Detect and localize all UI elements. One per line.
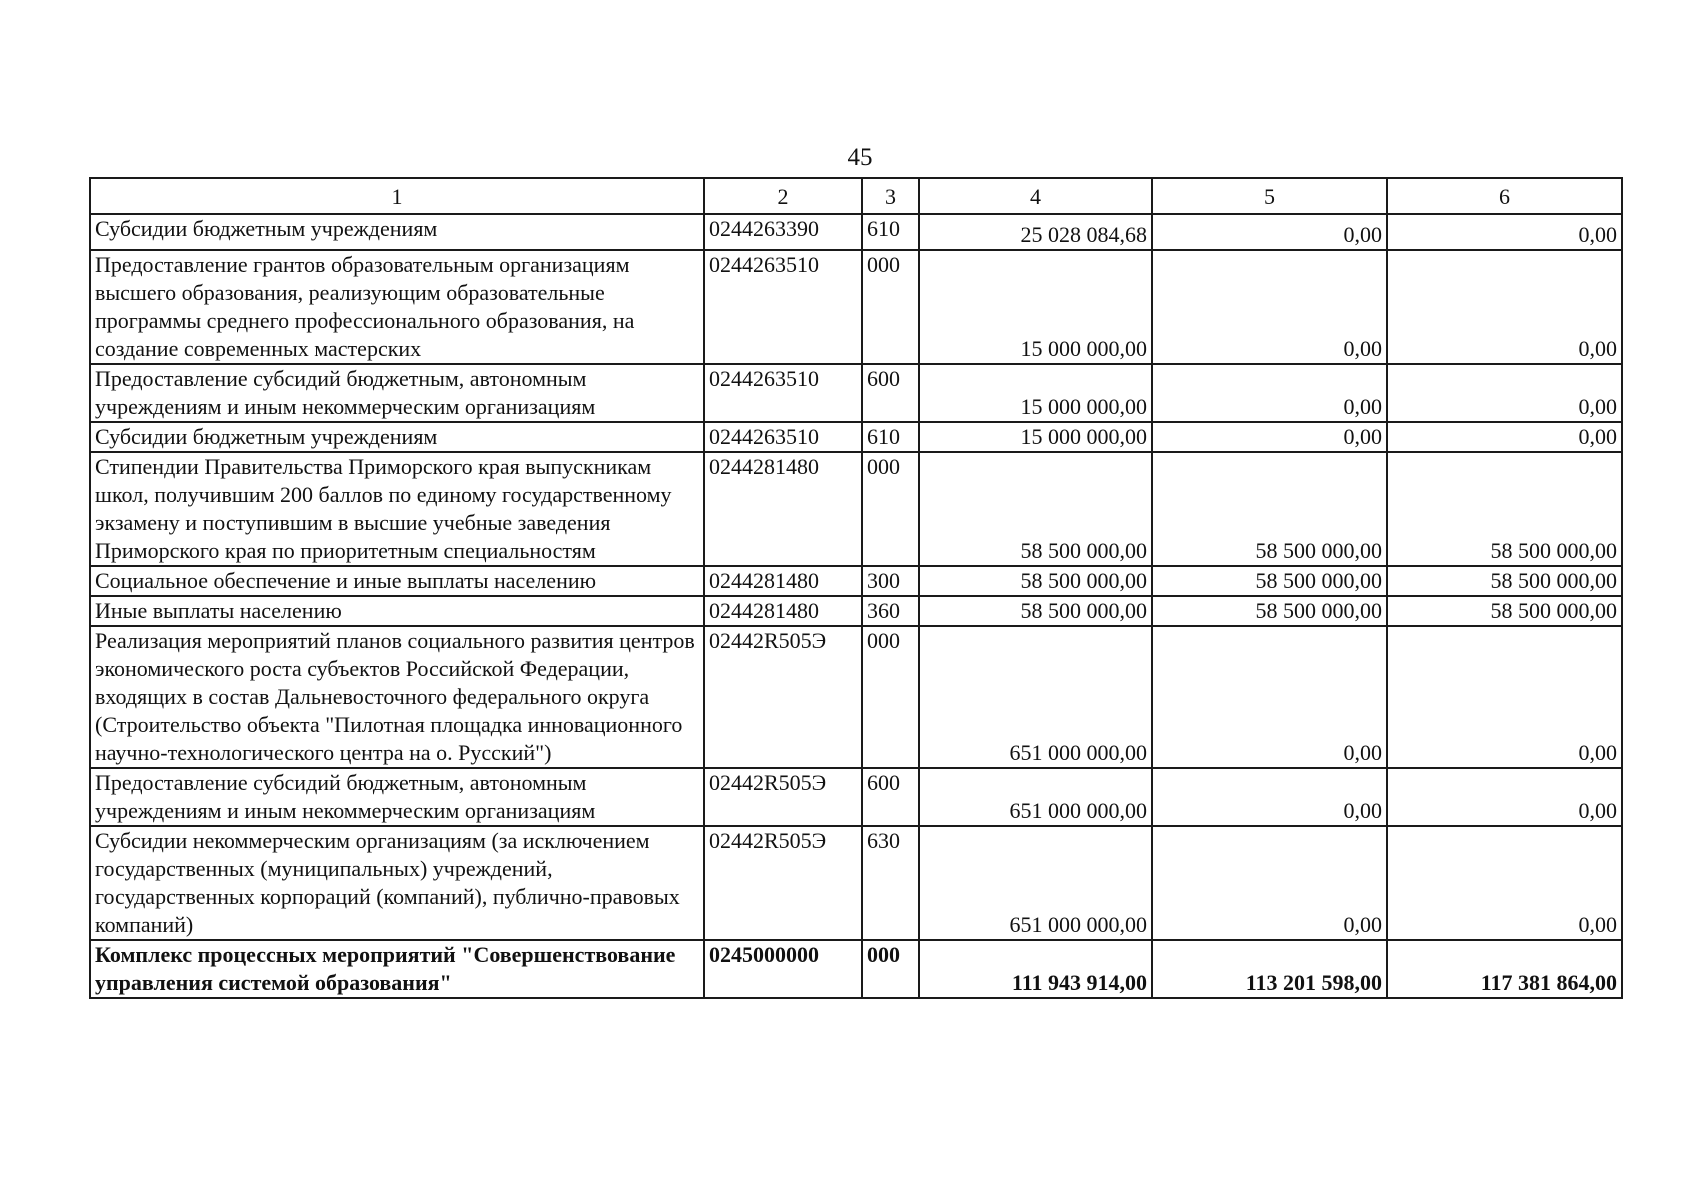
- row-amount-col5: 0,00: [1152, 626, 1387, 768]
- row-name: Реализация мероприятий планов социального развития центров экономического роста субъектов Российской Федерации, входящих в состав Дальневосточного федерального округа (Строительство объекта "Пилотная площадка инновационного научно-технологического центра на о. Русский"): [90, 626, 704, 768]
- row-amount-col6: 58 500 000,00: [1387, 452, 1622, 566]
- row-expense-type: 000: [862, 250, 919, 364]
- row-amount-col4: 651 000 000,00: [919, 768, 1152, 826]
- row-code: 0244281480: [704, 596, 862, 626]
- row-code: 02442R505Э: [704, 826, 862, 940]
- table-row: [90, 422, 1622, 452]
- row-amount-col6: 0,00: [1387, 422, 1622, 452]
- row-code: 0244263390: [704, 214, 862, 250]
- header-col-1: 1: [90, 178, 704, 214]
- row-amount-col5: 58 500 000,00: [1152, 596, 1387, 626]
- table-row: [90, 566, 1622, 596]
- table-row: [90, 626, 1622, 768]
- row-name: Иные выплаты населению: [90, 596, 704, 626]
- row-expense-type: 630: [862, 826, 919, 940]
- row-amount-col6: 58 500 000,00: [1387, 566, 1622, 596]
- row-code: 0244263510: [704, 250, 862, 364]
- row-name: Субсидии некоммерческим организациям (за исключением государственных (муниципальных) учреждений, государственных корпораций (компаний), публично-правовых компаний): [90, 826, 704, 940]
- row-name: Предоставление субсидий бюджетным, автономным учреждениям и иным некоммерческим организациям: [90, 364, 704, 422]
- row-expense-type: 000: [862, 626, 919, 768]
- row-amount-col4: 25 028 084,68: [919, 214, 1152, 250]
- row-code: 0244263510: [704, 364, 862, 422]
- row-amount-col5: 0,00: [1152, 422, 1387, 452]
- row-amount-col5: 58 500 000,00: [1152, 452, 1387, 566]
- row-amount-col4: 58 500 000,00: [919, 452, 1152, 566]
- row-amount-col5: 0,00: [1152, 768, 1387, 826]
- row-code: 0245000000: [704, 940, 862, 998]
- row-expense-type: 360: [862, 596, 919, 626]
- row-amount-col4: 15 000 000,00: [919, 250, 1152, 364]
- row-name: Социальное обеспечение и иные выплаты населению: [90, 566, 704, 596]
- row-code: 02442R505Э: [704, 768, 862, 826]
- row-expense-type: 000: [862, 940, 919, 998]
- row-amount-col5: 0,00: [1152, 826, 1387, 940]
- row-amount-col4: 651 000 000,00: [919, 626, 1152, 768]
- row-amount-col5: 0,00: [1152, 214, 1387, 250]
- row-amount-col4: 58 500 000,00: [919, 566, 1152, 596]
- header-col-6: 6: [1387, 178, 1622, 214]
- row-amount-col4: 15 000 000,00: [919, 422, 1152, 452]
- row-amount-col6: 0,00: [1387, 250, 1622, 364]
- table-row: [90, 250, 1622, 364]
- row-name: Субсидии бюджетным учреждениям: [90, 422, 704, 452]
- table-row: [90, 214, 1622, 250]
- row-expense-type: 000: [862, 452, 919, 566]
- budget-table: [89, 177, 1623, 999]
- header-col-4: 4: [919, 178, 1152, 214]
- row-expense-type: 600: [862, 768, 919, 826]
- row-code: 0244281480: [704, 566, 862, 596]
- row-amount-col4: 58 500 000,00: [919, 596, 1152, 626]
- row-amount-col6: 117 381 864,00: [1387, 940, 1622, 998]
- header-col-2: 2: [704, 178, 862, 214]
- header-row: [90, 178, 1622, 214]
- table-body: [90, 214, 1622, 998]
- row-amount-col5: 58 500 000,00: [1152, 566, 1387, 596]
- row-name: Предоставление субсидий бюджетным, автономным учреждениям и иным некоммерческим организациям: [90, 768, 704, 826]
- table-row: [90, 452, 1622, 566]
- row-amount-col6: 0,00: [1387, 364, 1622, 422]
- table-row: [90, 768, 1622, 826]
- table-header: [90, 178, 1622, 214]
- row-expense-type: 300: [862, 566, 919, 596]
- row-amount-col4: 15 000 000,00: [919, 364, 1152, 422]
- row-name: Субсидии бюджетным учреждениям: [90, 214, 704, 250]
- row-amount-col5: 113 201 598,00: [1152, 940, 1387, 998]
- row-amount-col5: 0,00: [1152, 364, 1387, 422]
- row-expense-type: 610: [862, 422, 919, 452]
- page-number: 45: [847, 144, 873, 171]
- row-amount-col6: 58 500 000,00: [1387, 596, 1622, 626]
- row-amount-col4: 651 000 000,00: [919, 826, 1152, 940]
- table-row: [90, 596, 1622, 626]
- row-amount-col4: 111 943 914,00: [919, 940, 1152, 998]
- table-row: [90, 364, 1622, 422]
- row-expense-type: 600: [862, 364, 919, 422]
- row-expense-type: 610: [862, 214, 919, 250]
- header-col-3: 3: [862, 178, 919, 214]
- row-code: 0244281480: [704, 452, 862, 566]
- row-amount-col6: 0,00: [1387, 214, 1622, 250]
- row-amount-col5: 0,00: [1152, 250, 1387, 364]
- row-name: Предоставление грантов образовательным организациям высшего образования, реализующим образовательные программы среднего профессионального образования, на создание современных мастерских: [90, 250, 704, 364]
- row-amount-col6: 0,00: [1387, 626, 1622, 768]
- row-amount-col6: 0,00: [1387, 768, 1622, 826]
- header-col-5: 5: [1152, 178, 1387, 214]
- row-amount-col6: 0,00: [1387, 826, 1622, 940]
- table-row: [90, 826, 1622, 940]
- row-code: 02442R505Э: [704, 626, 862, 768]
- row-name: Стипендии Правительства Приморского края выпускникам школ, получившим 200 баллов по единому государственному экзамену и поступившим в высшие учебные заведения Приморского края по приоритетным специальностям: [90, 452, 704, 566]
- row-code: 0244263510: [704, 422, 862, 452]
- row-name: Комплекс процессных мероприятий "Совершенствование управления системой образования": [90, 940, 704, 998]
- table-row-subtotal: [90, 940, 1622, 998]
